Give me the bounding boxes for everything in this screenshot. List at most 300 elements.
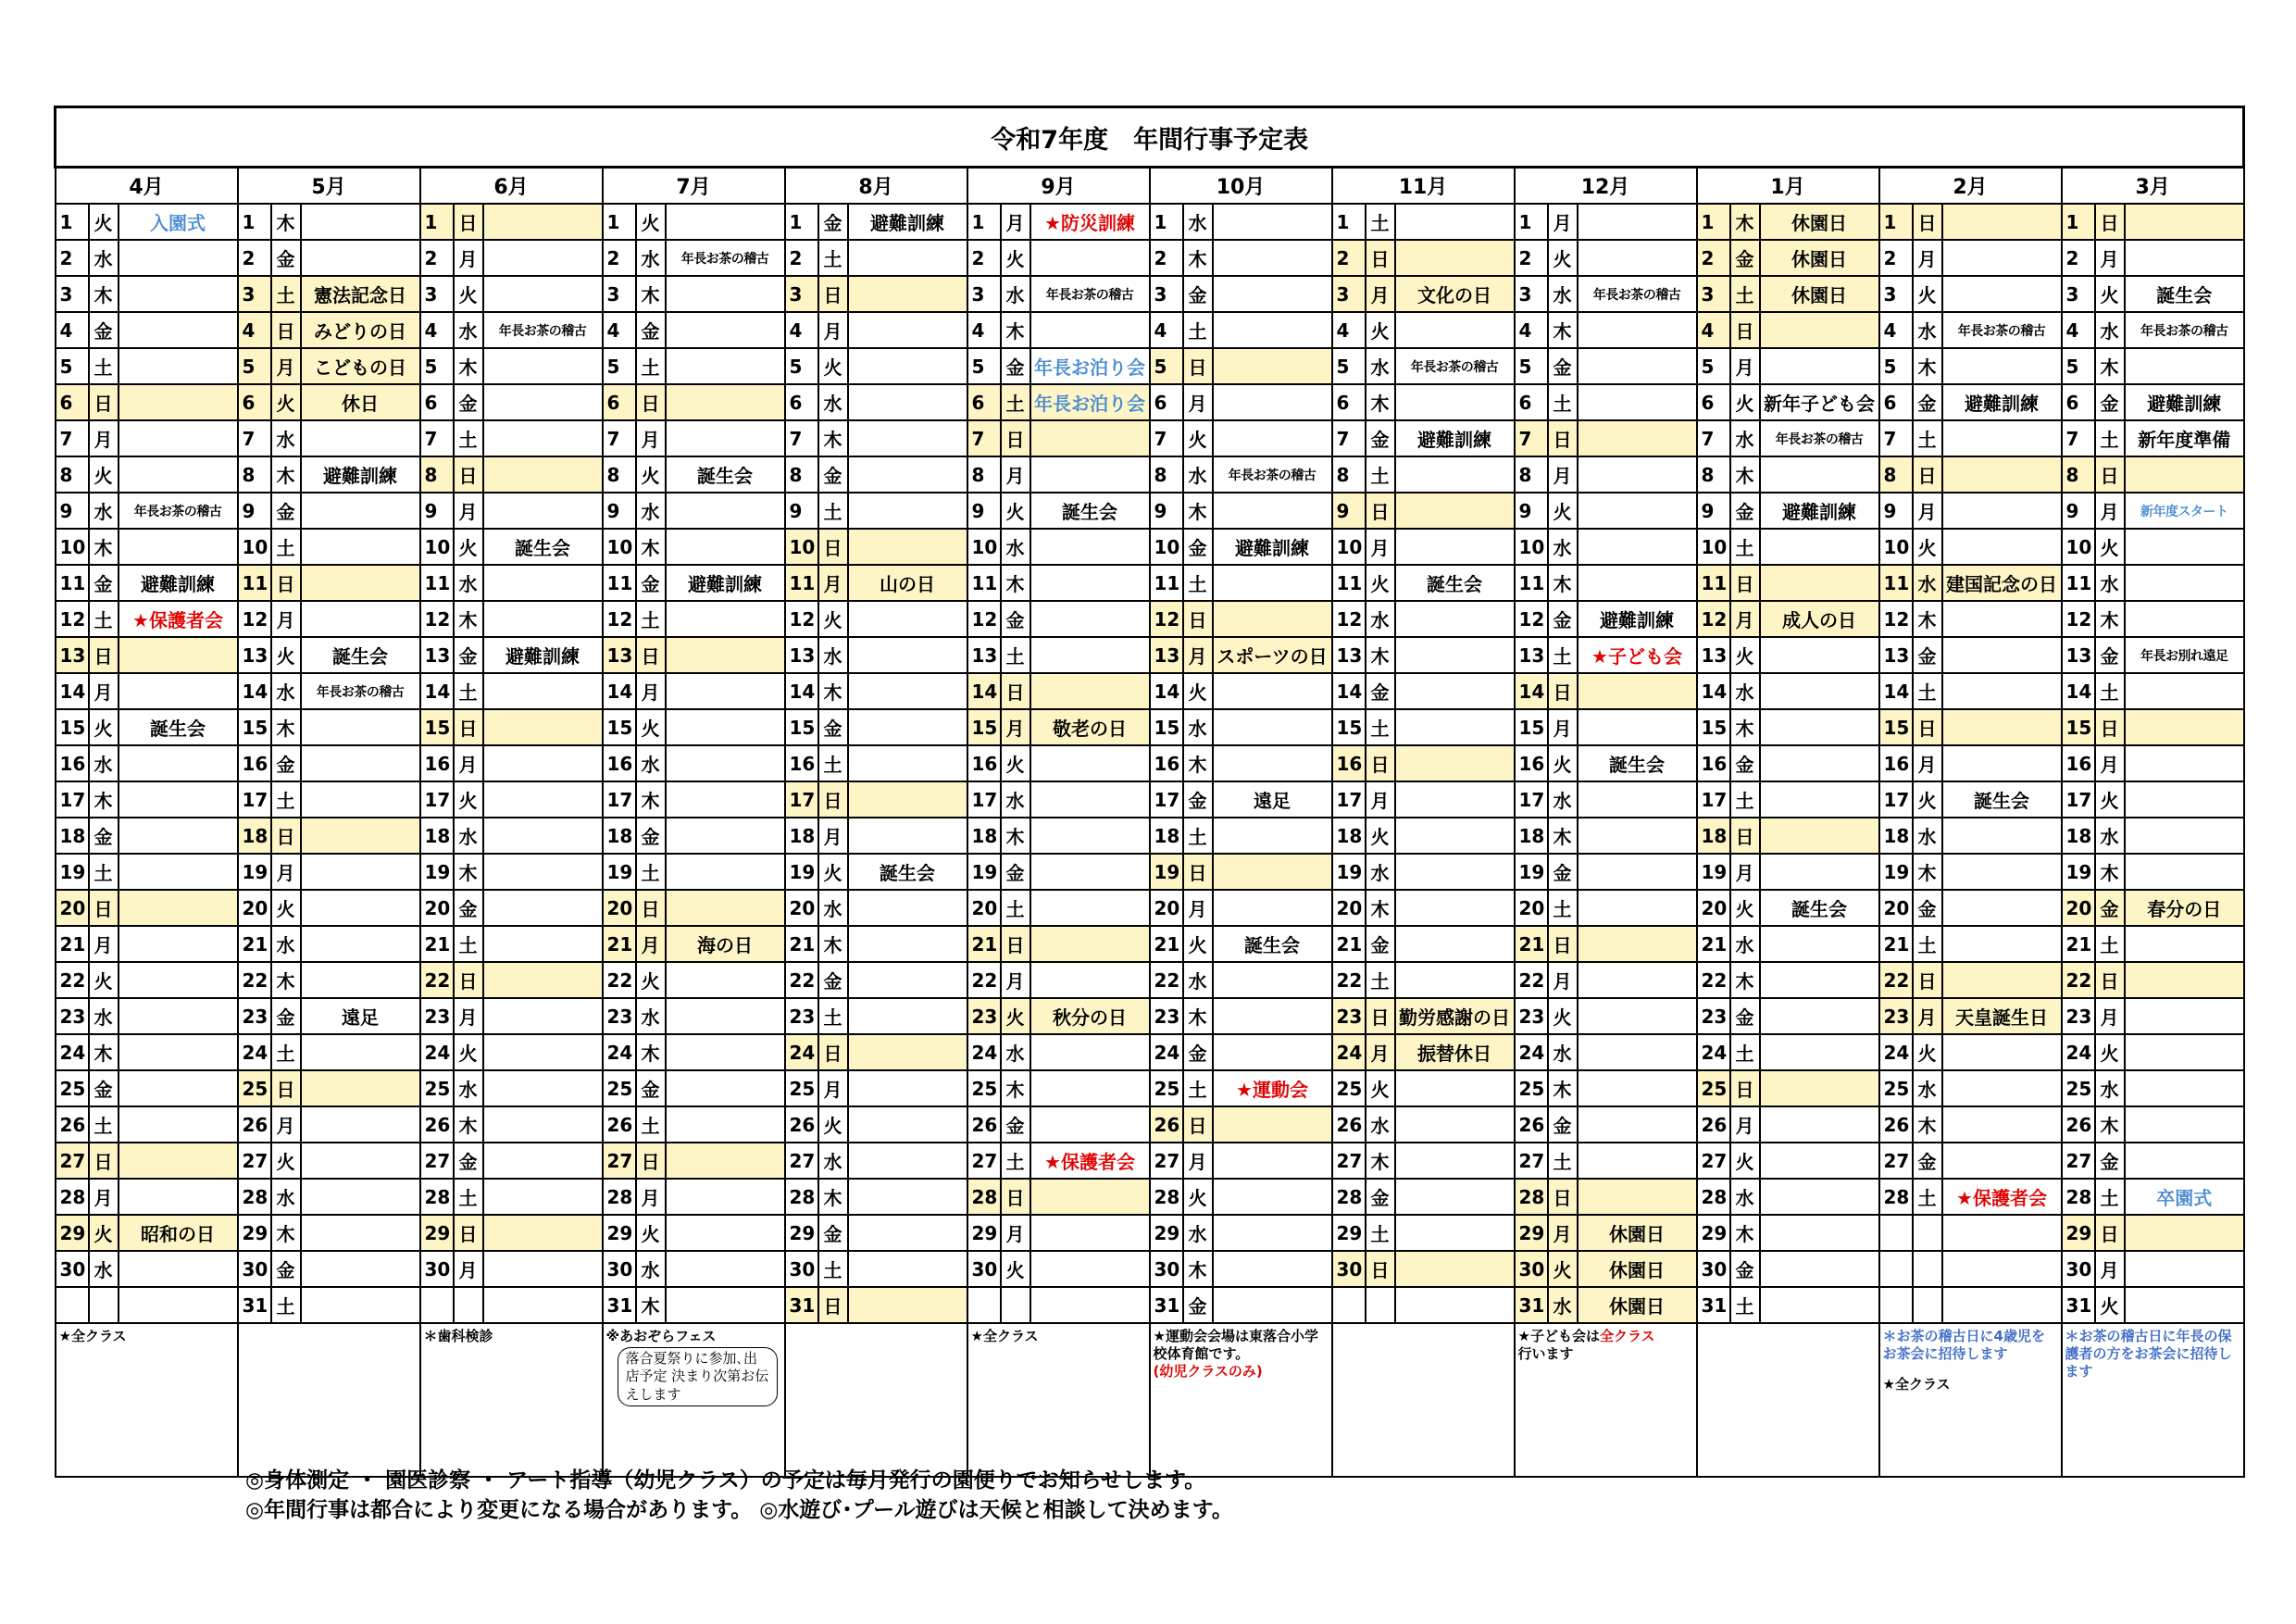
day-number: 7 — [603, 420, 636, 456]
weekday — [1913, 1215, 1942, 1251]
event-label — [1213, 565, 1332, 601]
weekday: 日 — [271, 818, 301, 854]
day-number: 2 — [238, 240, 271, 276]
day-number: 19 — [1879, 854, 1913, 890]
event-label — [301, 1287, 420, 1323]
weekday: 水 — [1183, 456, 1213, 493]
event-label — [1030, 1179, 1150, 1215]
event-label — [666, 1179, 785, 1215]
day-number: 31 — [238, 1287, 271, 1323]
event-label — [666, 1215, 785, 1251]
weekday: 金 — [1001, 1106, 1030, 1143]
day-number: 27 — [420, 1143, 454, 1179]
weekday: 木 — [1548, 818, 1578, 854]
event-label — [1578, 1143, 1697, 1179]
weekday: 土 — [89, 601, 119, 637]
month-header: 6月 — [420, 168, 603, 205]
day-number — [56, 1287, 89, 1323]
event-label — [119, 1143, 238, 1179]
weekday: 木 — [1730, 962, 1760, 998]
weekday: 木 — [1913, 1106, 1942, 1143]
event-label — [1578, 1070, 1697, 1106]
day-number: 6 — [1515, 384, 1548, 420]
weekday: 火 — [89, 456, 119, 493]
event-label — [2125, 601, 2244, 637]
day-number: 12 — [1150, 601, 1183, 637]
day-number: 25 — [785, 1070, 818, 1106]
weekday: 火 — [818, 348, 848, 384]
weekday: 土 — [454, 926, 483, 962]
day-number: 13 — [603, 637, 636, 673]
day-number: 11 — [785, 565, 818, 601]
weekday: 日 — [1183, 348, 1213, 384]
event-label: 新年度スタート — [2125, 493, 2244, 529]
weekday: 日 — [89, 384, 119, 420]
weekday — [1001, 1287, 1030, 1323]
event-label — [1942, 601, 2062, 637]
weekday: 日 — [454, 709, 483, 745]
weekday: 木 — [1183, 1251, 1213, 1287]
day-number: 20 — [1150, 890, 1183, 926]
event-label — [1395, 926, 1515, 962]
weekday: 月 — [1913, 998, 1942, 1034]
weekday: 水 — [271, 420, 301, 456]
event-label — [119, 781, 238, 818]
weekday: 金 — [1183, 1034, 1213, 1070]
day-number: 19 — [420, 854, 454, 890]
day-number: 28 — [56, 1179, 89, 1215]
event-label — [119, 1106, 238, 1143]
day-number: 14 — [2062, 673, 2095, 709]
day-number: 31 — [1150, 1287, 1183, 1323]
weekday: 金 — [1366, 926, 1395, 962]
weekday: 日 — [1730, 312, 1760, 348]
day-number: 27 — [1150, 1143, 1183, 1179]
event-label — [483, 1034, 603, 1070]
event-label — [1578, 1106, 1697, 1143]
event-label — [1760, 529, 1879, 565]
day-number: 23 — [1515, 998, 1548, 1034]
weekday: 日 — [1548, 673, 1578, 709]
weekday: 日 — [1183, 601, 1213, 637]
day-number: 19 — [2062, 854, 2095, 890]
event-label — [848, 384, 967, 420]
event-label: 避難訓練 — [1942, 384, 2062, 420]
day-number: 23 — [1879, 998, 1913, 1034]
weekday: 金 — [636, 312, 666, 348]
event-label: ★子ども会 — [1578, 637, 1697, 673]
event-label: 避難訓練 — [666, 565, 785, 601]
event-label — [2125, 240, 2244, 276]
event-label — [1942, 1143, 2062, 1179]
day-number: 18 — [56, 818, 89, 854]
day-number: 5 — [238, 348, 271, 384]
day-number: 8 — [967, 456, 1001, 493]
day-number: 14 — [967, 673, 1001, 709]
event-label — [666, 1106, 785, 1143]
weekday: 水 — [1548, 1287, 1578, 1323]
weekday: 月 — [89, 673, 119, 709]
event-label — [848, 312, 967, 348]
weekday: 土 — [1001, 1143, 1030, 1179]
weekday: 日 — [1001, 1179, 1030, 1215]
day-row — [56, 1215, 2244, 1251]
event-label: 遠足 — [1213, 781, 1332, 818]
event-label — [1395, 854, 1515, 890]
event-label — [119, 1179, 238, 1215]
event-label — [1030, 1106, 1150, 1143]
weekday: 火 — [1001, 240, 1030, 276]
day-number: 1 — [1515, 204, 1548, 240]
weekday: 金 — [271, 240, 301, 276]
day-number: 12 — [967, 601, 1001, 637]
event-label — [1578, 529, 1697, 565]
day-number: 6 — [420, 384, 454, 420]
weekday: 月 — [818, 1070, 848, 1106]
event-label — [2125, 745, 2244, 781]
event-label — [1760, 998, 1879, 1034]
day-number: 29 — [1150, 1215, 1183, 1251]
weekday: 水 — [1366, 1106, 1395, 1143]
day-number: 24 — [420, 1034, 454, 1070]
event-label: 誕生会 — [1578, 745, 1697, 781]
day-number: 23 — [238, 998, 271, 1034]
event-label: こどもの日 — [301, 348, 420, 384]
weekday: 月 — [818, 312, 848, 348]
weekday: 木 — [2095, 854, 2125, 890]
day-number: 7 — [2062, 420, 2095, 456]
weekday: 火 — [818, 1106, 848, 1143]
weekday: 火 — [1183, 673, 1213, 709]
event-label — [666, 1251, 785, 1287]
event-label — [666, 420, 785, 456]
day-row — [56, 493, 2244, 529]
event-label — [483, 601, 603, 637]
day-number: 6 — [56, 384, 89, 420]
day-number: 10 — [56, 529, 89, 565]
event-label — [1395, 1179, 1515, 1215]
day-number: 13 — [420, 637, 454, 673]
weekday: 木 — [818, 420, 848, 456]
weekday: 木 — [818, 1179, 848, 1215]
event-label: ★防災訓練 — [1030, 204, 1150, 240]
weekday: 水 — [636, 998, 666, 1034]
event-label — [483, 818, 603, 854]
weekday: 火 — [1913, 1034, 1942, 1070]
day-row — [56, 240, 2244, 276]
event-label — [848, 1215, 967, 1251]
weekday: 木 — [271, 204, 301, 240]
event-label: 卒園式 — [2125, 1179, 2244, 1215]
day-number: 25 — [238, 1070, 271, 1106]
event-label — [1942, 1106, 2062, 1143]
weekday: 木 — [1366, 890, 1395, 926]
notes-row — [56, 1323, 2244, 1477]
weekday: 日 — [271, 312, 301, 348]
event-label — [1942, 926, 2062, 962]
day-number: 13 — [56, 637, 89, 673]
event-label — [1942, 854, 2062, 890]
weekday: 日 — [1366, 998, 1395, 1034]
event-label — [1395, 1215, 1515, 1251]
event-label — [848, 493, 967, 529]
day-number: 26 — [1515, 1106, 1548, 1143]
weekday: 日 — [1548, 1179, 1578, 1215]
day-number: 23 — [785, 998, 818, 1034]
event-label — [1942, 890, 2062, 926]
weekday: 月 — [89, 1179, 119, 1215]
day-number: 11 — [1879, 565, 1913, 601]
weekday — [1913, 1251, 1942, 1287]
weekday: 月 — [1366, 1034, 1395, 1070]
weekday: 火 — [636, 204, 666, 240]
weekday: 火 — [271, 384, 301, 420]
day-number: 17 — [238, 781, 271, 818]
day-number: 30 — [603, 1251, 636, 1287]
weekday: 月 — [271, 1106, 301, 1143]
event-label — [483, 998, 603, 1034]
event-label — [1760, 781, 1879, 818]
weekday: 木 — [89, 276, 119, 312]
weekday: 日 — [1001, 926, 1030, 962]
day-number: 17 — [967, 781, 1001, 818]
note-mar — [2062, 1323, 2244, 1477]
weekday: 月 — [89, 420, 119, 456]
event-label — [2125, 1070, 2244, 1106]
event-label — [1030, 926, 1150, 962]
weekday: 木 — [636, 1287, 666, 1323]
event-label — [1942, 709, 2062, 745]
weekday: 水 — [271, 926, 301, 962]
weekday: 土 — [818, 998, 848, 1034]
day-number: 14 — [785, 673, 818, 709]
weekday: 火 — [271, 890, 301, 926]
weekday: 月 — [271, 854, 301, 890]
day-number: 30 — [1332, 1251, 1366, 1287]
event-label — [1760, 1106, 1879, 1143]
day-number: 25 — [603, 1070, 636, 1106]
event-label — [666, 673, 785, 709]
event-label — [848, 1106, 967, 1143]
day-row — [56, 673, 2244, 709]
weekday: 火 — [1183, 1179, 1213, 1215]
day-number: 26 — [1697, 1106, 1730, 1143]
event-label — [1578, 709, 1697, 745]
weekday: 火 — [1548, 998, 1578, 1034]
event-label — [1395, 781, 1515, 818]
weekday: 土 — [1730, 1034, 1760, 1070]
event-label: 年長お茶の稽古 — [666, 240, 785, 276]
event-label: 勤労感謝の日 — [1395, 998, 1515, 1034]
event-label — [1760, 565, 1879, 601]
weekday: 土 — [1913, 420, 1942, 456]
day-number: 28 — [2062, 1179, 2095, 1215]
weekday: 土 — [1548, 637, 1578, 673]
weekday: 日 — [454, 204, 483, 240]
day-number: 4 — [238, 312, 271, 348]
day-number: 24 — [238, 1034, 271, 1070]
day-number: 1 — [56, 204, 89, 240]
note-dec-red: 全クラス — [1599, 1328, 1655, 1344]
day-number: 17 — [785, 781, 818, 818]
day-number: 20 — [1879, 890, 1913, 926]
weekday: 月 — [271, 601, 301, 637]
event-label — [483, 1251, 603, 1287]
day-row — [56, 1287, 2244, 1323]
day-number: 2 — [1150, 240, 1183, 276]
event-label — [848, 276, 967, 312]
weekday: 木 — [1001, 818, 1030, 854]
note-jul-head: ※あおぞらフェス — [605, 1328, 717, 1344]
day-number: 4 — [1515, 312, 1548, 348]
event-label — [666, 890, 785, 926]
day-number: 13 — [238, 637, 271, 673]
day-row — [56, 601, 2244, 637]
day-number: 5 — [603, 348, 636, 384]
event-label — [1395, 818, 1515, 854]
weekday: 水 — [454, 312, 483, 348]
weekday: 土 — [636, 601, 666, 637]
event-label — [2125, 673, 2244, 709]
note-may — [238, 1323, 420, 1477]
day-number: 21 — [785, 926, 818, 962]
weekday: 水 — [636, 493, 666, 529]
weekday: 土 — [818, 493, 848, 529]
day-number: 8 — [2062, 456, 2095, 493]
weekday: 日 — [636, 890, 666, 926]
day-number: 15 — [785, 709, 818, 745]
day-number: 26 — [2062, 1106, 2095, 1143]
weekday: 金 — [1001, 348, 1030, 384]
event-label — [2125, 529, 2244, 565]
weekday: 土 — [818, 745, 848, 781]
weekday: 火 — [2095, 1034, 2125, 1070]
event-label: 文化の日 — [1395, 276, 1515, 312]
event-label — [2125, 1143, 2244, 1179]
weekday: 土 — [1913, 673, 1942, 709]
weekday: 月 — [2095, 998, 2125, 1034]
weekday: 月 — [2095, 493, 2125, 529]
event-label — [1942, 456, 2062, 493]
month-header: 8月 — [785, 168, 967, 205]
day-number: 24 — [1515, 1034, 1548, 1070]
day-number: 28 — [1332, 1179, 1366, 1215]
day-number: 29 — [2062, 1215, 2095, 1251]
day-number: 20 — [56, 890, 89, 926]
event-label — [1395, 1070, 1515, 1106]
event-label — [666, 493, 785, 529]
day-row — [56, 565, 2244, 601]
event-label: 避難訓練 — [301, 456, 420, 493]
event-label: 休園日 — [1578, 1251, 1697, 1287]
event-label — [1578, 493, 1697, 529]
event-label — [1213, 1034, 1332, 1070]
day-number: 2 — [420, 240, 454, 276]
day-number: 24 — [1332, 1034, 1366, 1070]
day-number: 6 — [603, 384, 636, 420]
day-number: 4 — [1332, 312, 1366, 348]
day-number: 24 — [967, 1034, 1001, 1070]
day-number: 3 — [1150, 276, 1183, 312]
day-number: 27 — [967, 1143, 1001, 1179]
event-label: 憲法記念日 — [301, 276, 420, 312]
day-number: 13 — [1879, 637, 1913, 673]
note-jun: ＊歯科検診 — [420, 1323, 603, 1477]
day-number: 17 — [2062, 781, 2095, 818]
day-number: 12 — [1697, 601, 1730, 637]
day-number: 7 — [785, 420, 818, 456]
weekday: 火 — [1730, 890, 1760, 926]
event-label: ★保護者会 — [1942, 1179, 2062, 1215]
day-number: 23 — [603, 998, 636, 1034]
event-label: 年長お茶の稽古 — [1760, 420, 1879, 456]
weekday: 木 — [89, 529, 119, 565]
day-number: 2 — [785, 240, 818, 276]
day-row — [56, 709, 2244, 745]
day-number: 21 — [603, 926, 636, 962]
weekday: 木 — [1730, 204, 1760, 240]
weekday: 金 — [1730, 745, 1760, 781]
day-number: 20 — [420, 890, 454, 926]
day-number: 12 — [1332, 601, 1366, 637]
weekday: 火 — [2095, 781, 2125, 818]
day-number: 29 — [1515, 1215, 1548, 1251]
weekday — [1366, 1287, 1395, 1323]
day-row — [56, 204, 2244, 240]
weekday: 土 — [1913, 1179, 1942, 1215]
event-label — [1578, 781, 1697, 818]
event-label — [666, 1143, 785, 1179]
day-number: 19 — [1515, 854, 1548, 890]
event-label — [119, 962, 238, 998]
event-label — [666, 781, 785, 818]
day-number: 10 — [1879, 529, 1913, 565]
event-label — [2125, 456, 2244, 493]
event-label — [1578, 456, 1697, 493]
event-label: 敬老の日 — [1030, 709, 1150, 745]
weekday: 日 — [1730, 818, 1760, 854]
weekday: 日 — [89, 890, 119, 926]
weekday: 土 — [1730, 1287, 1760, 1323]
event-label — [301, 493, 420, 529]
event-label — [119, 240, 238, 276]
day-number: 20 — [1515, 890, 1548, 926]
weekday: 土 — [89, 854, 119, 890]
day-number: 24 — [1697, 1034, 1730, 1070]
event-label — [1578, 962, 1697, 998]
day-number: 14 — [1332, 673, 1366, 709]
weekday: 金 — [818, 962, 848, 998]
weekday: 月 — [1548, 709, 1578, 745]
month-header: 7月 — [603, 168, 785, 205]
weekday: 水 — [818, 637, 848, 673]
day-number: 26 — [603, 1106, 636, 1143]
day-number: 13 — [1515, 637, 1548, 673]
weekday: 日 — [1001, 673, 1030, 709]
weekday: 月 — [1001, 456, 1030, 493]
weekday: 金 — [89, 818, 119, 854]
event-label — [301, 1106, 420, 1143]
weekday: 金 — [1913, 1143, 1942, 1179]
weekday: 月 — [454, 240, 483, 276]
event-label — [848, 781, 967, 818]
event-label: ★保護者会 — [119, 601, 238, 637]
event-label — [483, 781, 603, 818]
weekday: 日 — [1366, 493, 1395, 529]
weekday: 水 — [89, 493, 119, 529]
day-row — [56, 854, 2244, 890]
event-label — [119, 637, 238, 673]
